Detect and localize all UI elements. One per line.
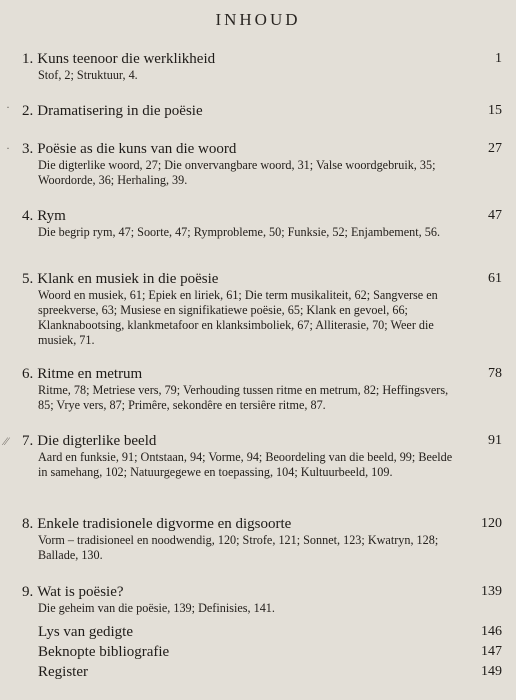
chapter-number: 7. xyxy=(22,433,34,449)
chapter-title xyxy=(22,207,502,225)
chapter-title-text: Dramatisering in die poësie xyxy=(37,103,203,119)
chapter-4 xyxy=(22,207,502,240)
chapter-number: 5. xyxy=(22,271,34,287)
chapter-subsections: Die geheim van die poësie, 139; Definisies, 141. xyxy=(38,601,275,615)
chapter-title-text: Wat is poësie? xyxy=(37,584,124,600)
chapter-subsections: Ritme, 78; Metriese vers, 79; Verhouding tussen ritme en metrum, 82; Heffingsvers, 85; Vrye vers, 87; Primêre, sekondêre en tersiêre ritme, 87. xyxy=(38,383,449,412)
chapter-title-text: Poësie as die kuns van die woord xyxy=(37,141,237,157)
back-matter-entry xyxy=(22,664,502,684)
chapter-2 xyxy=(22,102,502,120)
page-number: 120 xyxy=(481,516,502,531)
page-number: 15 xyxy=(488,103,502,118)
chapter-subsections: Aard en funksie, 91; Ontstaan, 94; Vorme, 94; Beoordeling van die beeld, 99; Beelde in samehang, 102; Natuurgegewe en toepassing, 104; Kultuurbeeld, 109. xyxy=(38,450,453,479)
back-matter-entry xyxy=(22,624,502,644)
chapter-3 xyxy=(22,140,502,188)
chapter-number: 9. xyxy=(22,584,34,600)
chapter-subsections: Stof, 2; Struktuur, 4. xyxy=(38,68,138,82)
pencil-mark-icon: ⁄⁄ xyxy=(4,434,9,448)
chapter-title xyxy=(22,50,502,68)
chapter-5 xyxy=(22,270,502,348)
chapter-9 xyxy=(22,583,502,616)
chapter-title xyxy=(22,270,502,288)
chapter-number: 2. xyxy=(22,103,34,119)
chapter-subsections: Die digterlike woord, 27; Die onvervangbare woord, 31; Valse woordgebruik, 35; Woordorde, 36; Herhaling, 39. xyxy=(38,158,436,187)
chapter-title xyxy=(22,102,502,120)
page-number: 91 xyxy=(488,433,502,448)
chapter-number: 1. xyxy=(22,51,34,67)
back-matter xyxy=(22,624,502,684)
chapter-7 xyxy=(4,432,502,480)
entry-title: Lys van gedigte xyxy=(38,624,133,640)
page-number: 146 xyxy=(481,624,502,639)
chapter-title-text: Klank en musiek in die poësie xyxy=(37,271,219,287)
chapter-6 xyxy=(22,365,502,413)
page-number: 1 xyxy=(495,51,502,66)
page-number: 149 xyxy=(481,664,502,679)
chapter-subsections: Vorm – tradisioneel en noodwendig, 120; Strofe, 121; Sonnet, 123; Kwatryn, 128; Ballade, 130. xyxy=(38,533,439,562)
chapter-title xyxy=(22,583,502,601)
pencil-dot-icon: · xyxy=(6,141,10,155)
chapter-number: 3. xyxy=(22,141,34,157)
page-number: 27 xyxy=(488,141,502,156)
chapter-number: 6. xyxy=(22,366,34,382)
chapter-title-text: Rym xyxy=(37,208,66,224)
page-number: 147 xyxy=(481,644,502,659)
pencil-dot-icon: · xyxy=(6,100,10,114)
entry-title: Beknopte bibliografie xyxy=(38,644,170,660)
chapter-subsections: Die begrip rym, 47; Soorte, 47; Rymprobleme, 50; Funksie, 52; Enjambement, 56. xyxy=(38,225,440,239)
chapter-title-text: Die digterlike beeld xyxy=(37,433,157,449)
chapter-8 xyxy=(22,515,502,563)
page-number: 47 xyxy=(488,208,502,223)
chapter-title xyxy=(22,515,502,533)
chapter-title xyxy=(22,432,502,450)
chapter-title-text: Kuns teenoor die werklikheid xyxy=(37,51,216,67)
chapter-title xyxy=(22,140,502,158)
chapter-number: 8. xyxy=(22,516,34,532)
chapter-number: 4. xyxy=(22,208,34,224)
chapter-title-text: Enkele tradisionele digvorme en digsoorte xyxy=(37,516,292,532)
chapter-1 xyxy=(22,50,502,83)
page-heading: INHOUD xyxy=(215,10,301,29)
page-number: 139 xyxy=(481,584,502,599)
page-number: 61 xyxy=(488,271,502,286)
back-matter-entry xyxy=(22,644,502,664)
chapter-title xyxy=(22,365,502,383)
chapter-subsections: Woord en musiek, 61; Epiek en liriek, 61; Die term musikaliteit, 62; Sangverse en spreekverse, 63; Musiese en signifikatiewe poësie, 65; Klank en gevoel, 66; Klanknabootsing, klankmetafoor en klanksimboliek, 67; Alliterasie, 70; Weer die musiek, 71. xyxy=(38,288,438,347)
entry-title: Register xyxy=(38,664,88,680)
page-number: 78 xyxy=(488,366,502,381)
chapter-title-text: Ritme en metrum xyxy=(37,366,143,382)
